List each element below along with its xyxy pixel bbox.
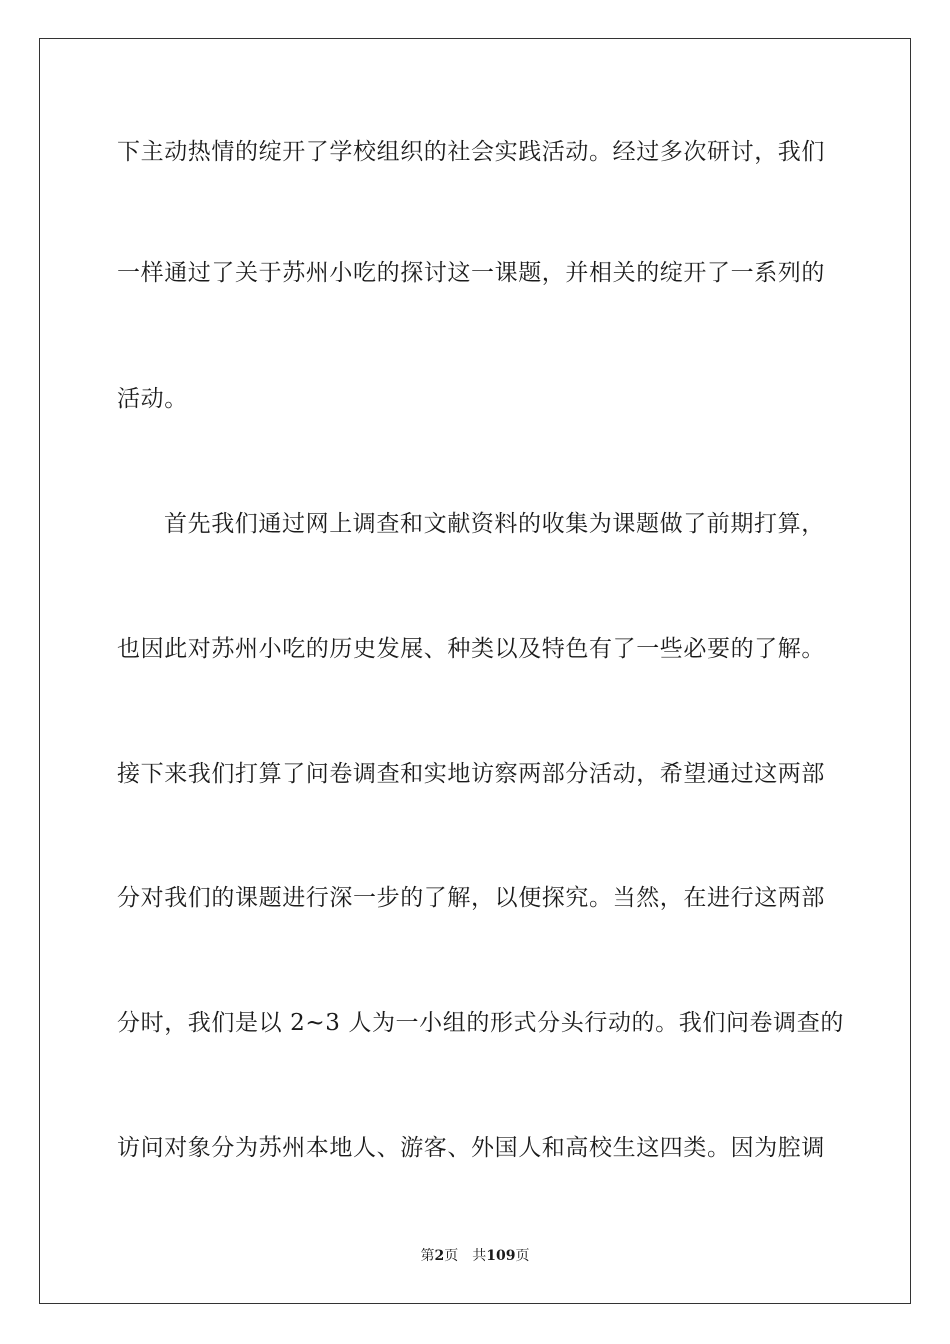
page-suffix: 页 [444,1248,459,1264]
page-prefix: 第 [420,1248,435,1264]
text-line-7: 分对我们的课题进行深一步的了解，以便探究。当然，在进行这两部 [117,885,825,911]
total-suffix: 页 [515,1248,530,1264]
text-line-8: 分时，我们是以 2~3 人为一小组的形式分头行动的。我们问卷调查的 [117,1010,844,1036]
text-line-5: 也因此对苏州小吃的历史发展、种类以及特色有了一些必要的了解。 [117,636,825,662]
page-border [39,38,911,1304]
total-pages: 109 [486,1248,516,1264]
paragraph-start-line: 首先我们通过网上调查和文献资料的收集为课题做了前期打算， [164,511,825,537]
text-line-3: 活动。 [117,386,188,412]
text-line-2: 一样通过了关于苏州小吃的探讨这一课题，并相关的绽开了一系列的 [117,260,825,286]
page-number: 2 [434,1248,445,1264]
text-line-9: 访问对象分为苏州本地人、游客、外国人和高校生这四类。因为腔调 [117,1135,825,1161]
text-line-1: 下主动热情的绽开了学校组织的社会实践活动。经过多次研讨，我们 [117,139,825,165]
page-footer [0,1247,950,1265]
text-line-6: 接下来我们打算了问卷调查和实地访察两部分活动，希望通过这两部 [117,761,825,787]
total-prefix: 共 [472,1248,487,1264]
